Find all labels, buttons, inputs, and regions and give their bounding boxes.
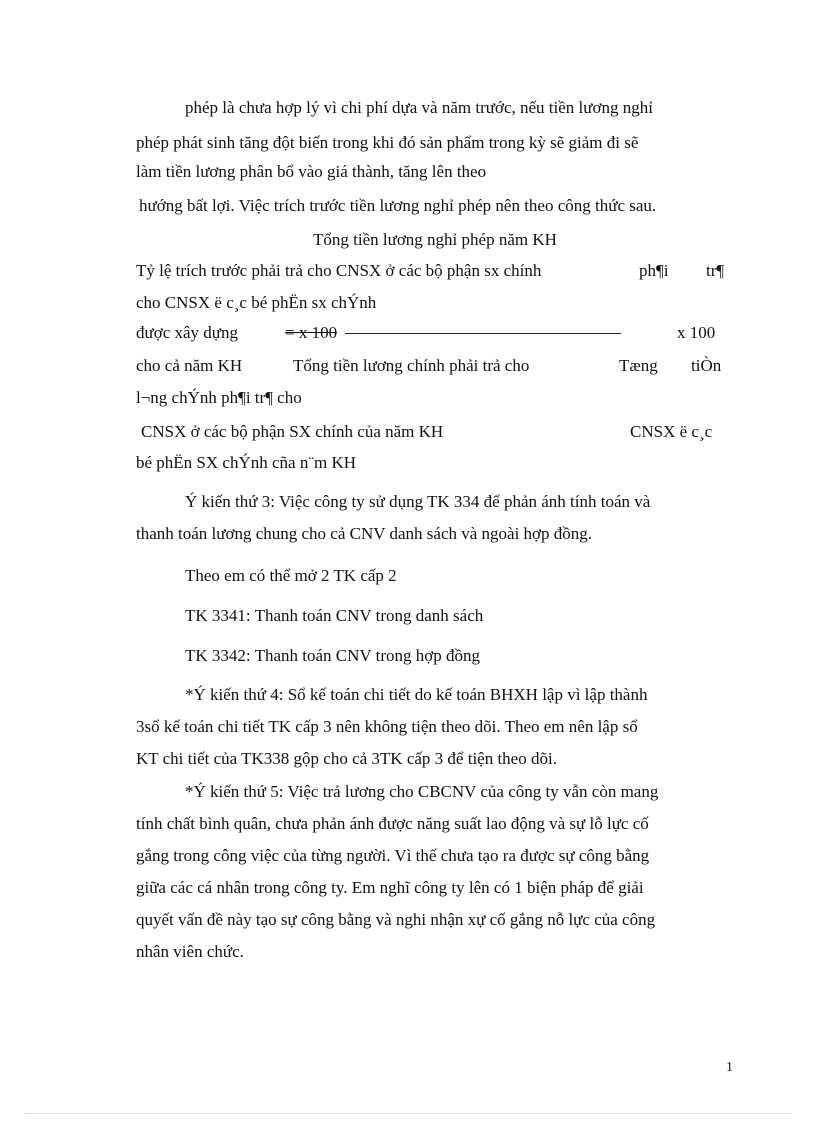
formula-row-5: l¬ng chÝnh ph¶i tr¶ cho <box>136 388 302 407</box>
formula-row-4-left: cho cả năm KH <box>136 356 243 375</box>
opinion-3-line-5: TK 3342: Thanh toán CNV trong hợp đồng <box>185 646 480 665</box>
formula-row-3-left: được xây dựng <box>136 323 239 342</box>
formula-row-3-mid: = x 100 <box>285 323 338 342</box>
opinion-3-line-1: Ý kiến thứ 3: Việc công ty sử dụng TK 334 để phản ánh tính toán và <box>185 492 651 511</box>
paragraph-1-line-3: làm tiền lương phân bổ vào giá thành, tăng lên theo <box>136 162 487 181</box>
formula-numerator-title: Tổng tiền lương nghỉ phép năm KH <box>313 230 557 249</box>
formula-row-4-word-1: Tæng <box>619 356 658 375</box>
formula-row-6-left: CNSX ở các bộ phận SX chính của năm KH <box>141 422 444 441</box>
opinion-3-line-3: Theo em có thể mở 2 TK cấp 2 <box>185 566 397 585</box>
opinion-5-line-6: nhân viên chức. <box>136 942 244 961</box>
formula-row-1-left: Tỷ lệ trích trước phải trả cho CNSX ở các bộ phận sx chính <box>136 261 542 280</box>
formula-row-2: cho CNSX ë c¸c bé phËn sx chÝnh <box>136 293 377 312</box>
formula-row-6-right: CNSX ë c¸c <box>630 422 713 441</box>
formula-row-7: bé phËn SX chÝnh cña n¨m KH <box>136 453 357 472</box>
formula-row-4-word-2: tiÒn <box>691 356 722 375</box>
paragraph-1-line-2: phép phát sinh tăng đột biến trong khi đó sản phẩm trong kỳ sẽ giảm đi sẽ <box>136 133 639 152</box>
fraction-line <box>345 333 621 334</box>
page-bottom-edge <box>24 1113 792 1114</box>
formula-row-4-mid: Tổng tiền lương chính phải trả cho <box>293 356 530 375</box>
opinion-3-line-4: TK 3341: Thanh toán CNV trong danh sách <box>185 606 484 625</box>
formula-row-1-right: tr¶ <box>706 261 725 280</box>
opinion-5-line-1: *Ý kiến thứ 5: Việc trả lương cho CBCNV của công ty vẫn còn mang <box>185 782 659 801</box>
paragraph-1-line-1: phép là chưa hợp lý vì chi phí dựa và năm trước, nếu tiền lương nghỉ <box>185 98 653 117</box>
opinion-3-line-2: thanh toán lương chung cho cả CNV danh sách và ngoài hợp đồng. <box>136 524 593 543</box>
paragraph-1-line-4: hướng bất lợi. Việc trích trước tiền lương nghỉ phép nên theo công thức sau. <box>139 196 657 215</box>
opinion-4-line-3: KT chi tiết của TK338 gộp cho cả 3TK cấp 3 để tiện theo dõi. <box>136 749 557 768</box>
opinion-4-line-1: *Ý kiến thứ 4: Sổ kế toán chi tiết do kế toán BHXH lập vì lập thành <box>185 685 648 704</box>
page-number: 1 <box>726 1060 733 1075</box>
opinion-5-line-3: gắng trong công việc của từng người. Vì thế chưa tạo ra được sự công bằng <box>136 846 650 865</box>
opinion-5-line-5: quyết vấn đề này tạo sự công bằng và nghi nhận xự cố gắng nỗ lực của công <box>136 910 656 929</box>
opinion-5-line-2: tính chất bình quân, chưa phản ánh được năng suất lao động và sự lỗ lực cố <box>136 814 649 833</box>
opinion-5-line-4: giữa các cá nhân trong công ty. Em nghĩ công ty lên có 1 biện pháp để giải <box>136 878 644 897</box>
formula-row-1-mid: ph¶i <box>639 261 669 280</box>
formula-row-3-right: x 100 <box>677 323 716 342</box>
opinion-4-line-2: 3sổ kế toán chi tiết TK cấp 3 nên không tiện theo dõi. Theo em nên lập sổ <box>136 717 638 736</box>
